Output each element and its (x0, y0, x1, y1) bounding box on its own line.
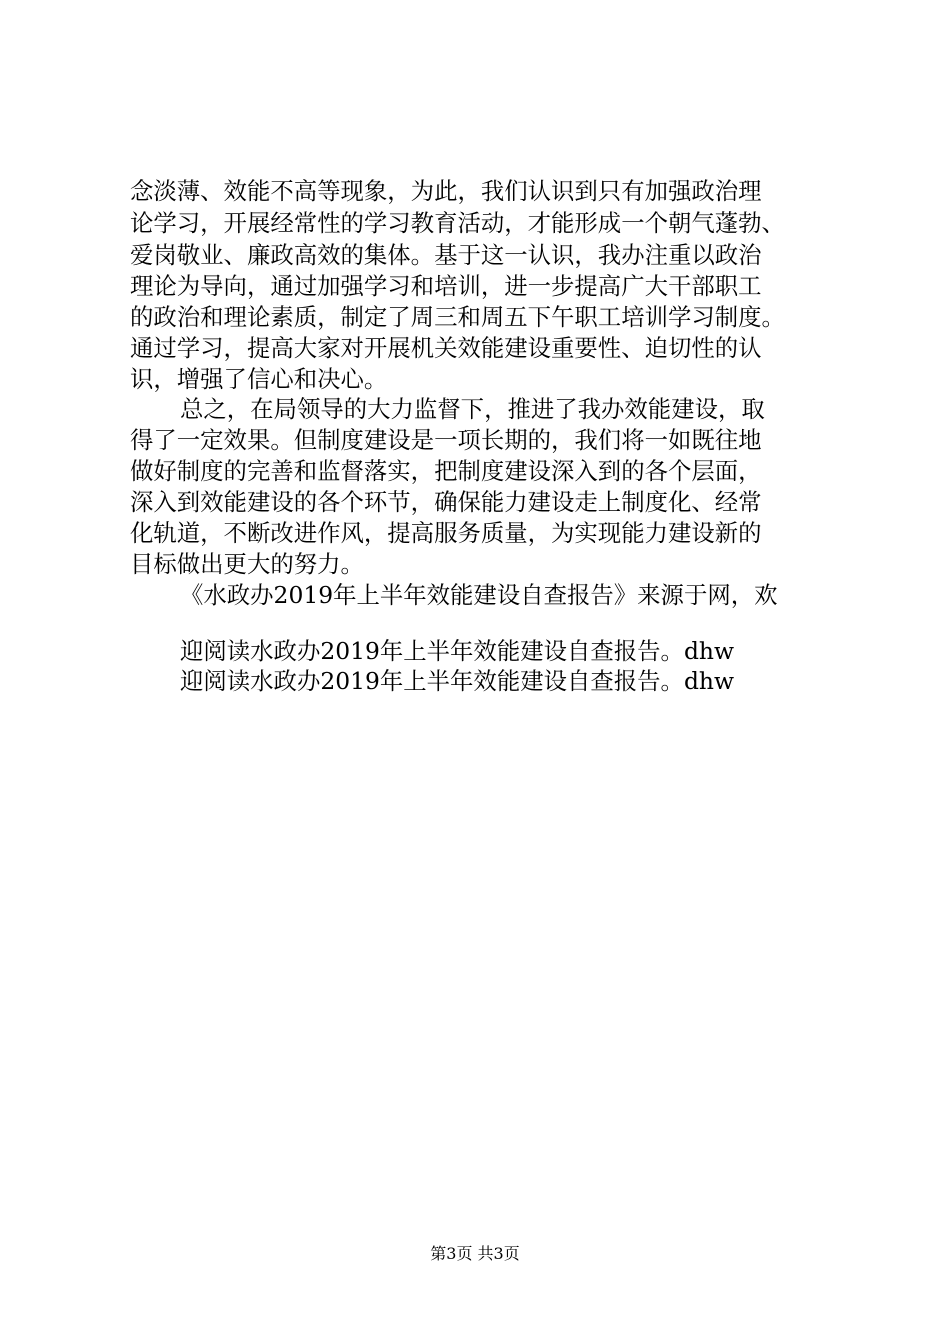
paragraph-line: 化轨道，不断改进作风，提高服务质量，为实现能力建设新的 (130, 519, 762, 547)
trailer-line: 迎阅读水政办2019年上半年效能建设自查报告。dhw (180, 637, 735, 665)
trailer-line: 迎阅读水政办2019年上半年效能建设自查报告。dhw (180, 667, 735, 695)
paragraph-line: 深入到效能建设的各个环节，确保能力建设走上制度化、经常 (130, 488, 762, 516)
page-footer: 第3页 共3页 (430, 1244, 520, 1263)
paragraph-line: 理论为导向，通过加强学习和培训，进一步提高广大干部职工 (130, 272, 762, 300)
paragraph-line: 做好制度的完善和监督落实，把制度建设深入到的各个层面， (130, 457, 762, 485)
paragraph-line: 的政治和理论素质，制定了周三和周五下午职工培训学习制度。 (130, 303, 785, 331)
paragraph-line: 念淡薄、效能不高等现象，为此，我们认识到只有加强政治理 (130, 177, 762, 205)
paragraph-line: 得了一定效果。但制度建设是一项长期的，我们将一如既往地 (130, 426, 762, 454)
paragraph-line: 爱岗敬业、廉政高效的集体。基于这一认识，我办注重以政治 (130, 241, 762, 269)
paragraph-line: 目标做出更大的努力。 (130, 550, 364, 578)
paragraph-line: 总之，在局领导的大力监督下，推进了我办效能建设，取 (180, 395, 765, 423)
paragraph-line: 通过学习，提高大家对开展机关效能建设重要性、迫切性的认 (130, 334, 762, 362)
paragraph-line: 论学习，开展经常性的学习教育活动，才能形成一个朝气蓬勃、 (130, 209, 785, 237)
source-line: 《水政办2019年上半年效能建设自查报告》来源于网，欢 (180, 581, 778, 609)
paragraph-line: 识，增强了信心和决心。 (130, 365, 388, 393)
